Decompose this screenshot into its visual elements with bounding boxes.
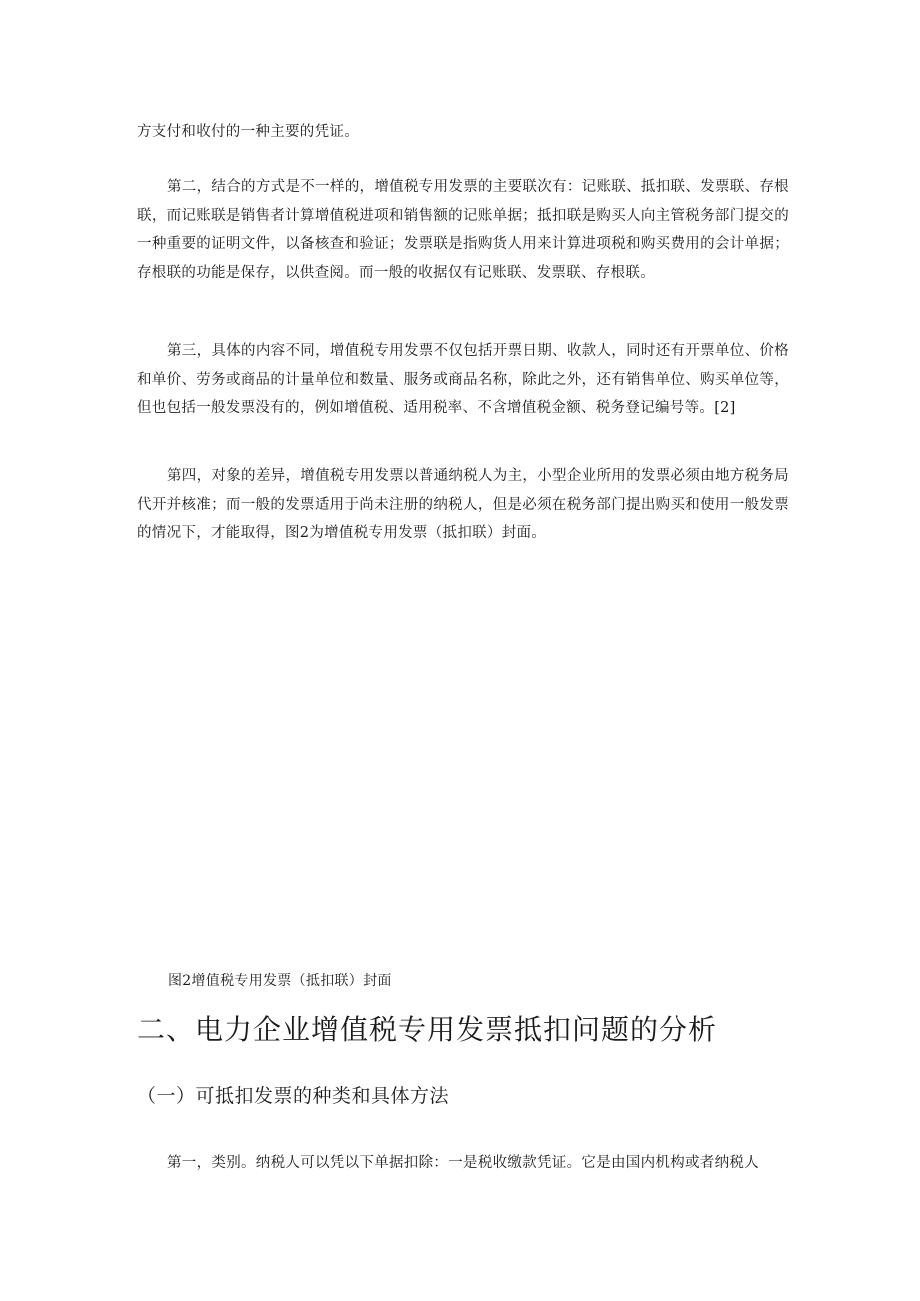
paragraph-first-category: 第一，类别。纳税人可以凭以下单据扣除：一是税收缴款凭证。它是由国内机构或者纳税人 [167, 1155, 759, 1171]
paragraph-fourth-point: 第四，对象的差异，增值税专用发票以普通纳税人为主，小型企业所用的发票必须由地方税务局代开并核准；而一般的发票适用于尚未注册的纳税人，但是必须在税务部门提出购买和使用一般发票的情况下，才能取得，图2为增值税专用发票（抵扣联）封面。 [137, 468, 789, 541]
paragraph-second-point: 第二，结合的方式是不一样的，增值税专用发票的主要联次有：记账联、抵扣联、发票联、存根联，而记账联是销售者计算增值税进项和销售额的记账单据；抵扣联是购买人向主管税务部门提交的一种重要的证明文件，以备核查和验证；发票联是指购货人用来计算进项税和购买费用的会计单据；存根联的功能是保存，以供查阅。而一般的收据仅有记账联、发票联、存根联。 [137, 179, 789, 281]
figure-placeholder [137, 600, 789, 955]
subsection-heading: （一）可抵扣发票的种类和具体方法 [137, 1085, 450, 1107]
figure-caption: 图2增值税专用发票（抵扣联）封面 [168, 973, 392, 989]
paragraph-continuation: 方支付和收付的一种主要的凭证。 [137, 124, 359, 140]
paragraph-third-point: 第三，具体的内容不同，增值税专用发票不仅包括开票日期、收款人，同时还有开票单位、价格和单价、劳务或商品的计量单位和数量、服务或商品名称，除此之外，还有销售单位、购买单位等，但也包括一般发票没有的，例如增值税、适用税率、不含增值税金额、税务登记编号等。[2] [137, 343, 789, 416]
section-heading: 二、电力企业增值税专用发票抵扣问题的分析 [137, 1013, 718, 1046]
